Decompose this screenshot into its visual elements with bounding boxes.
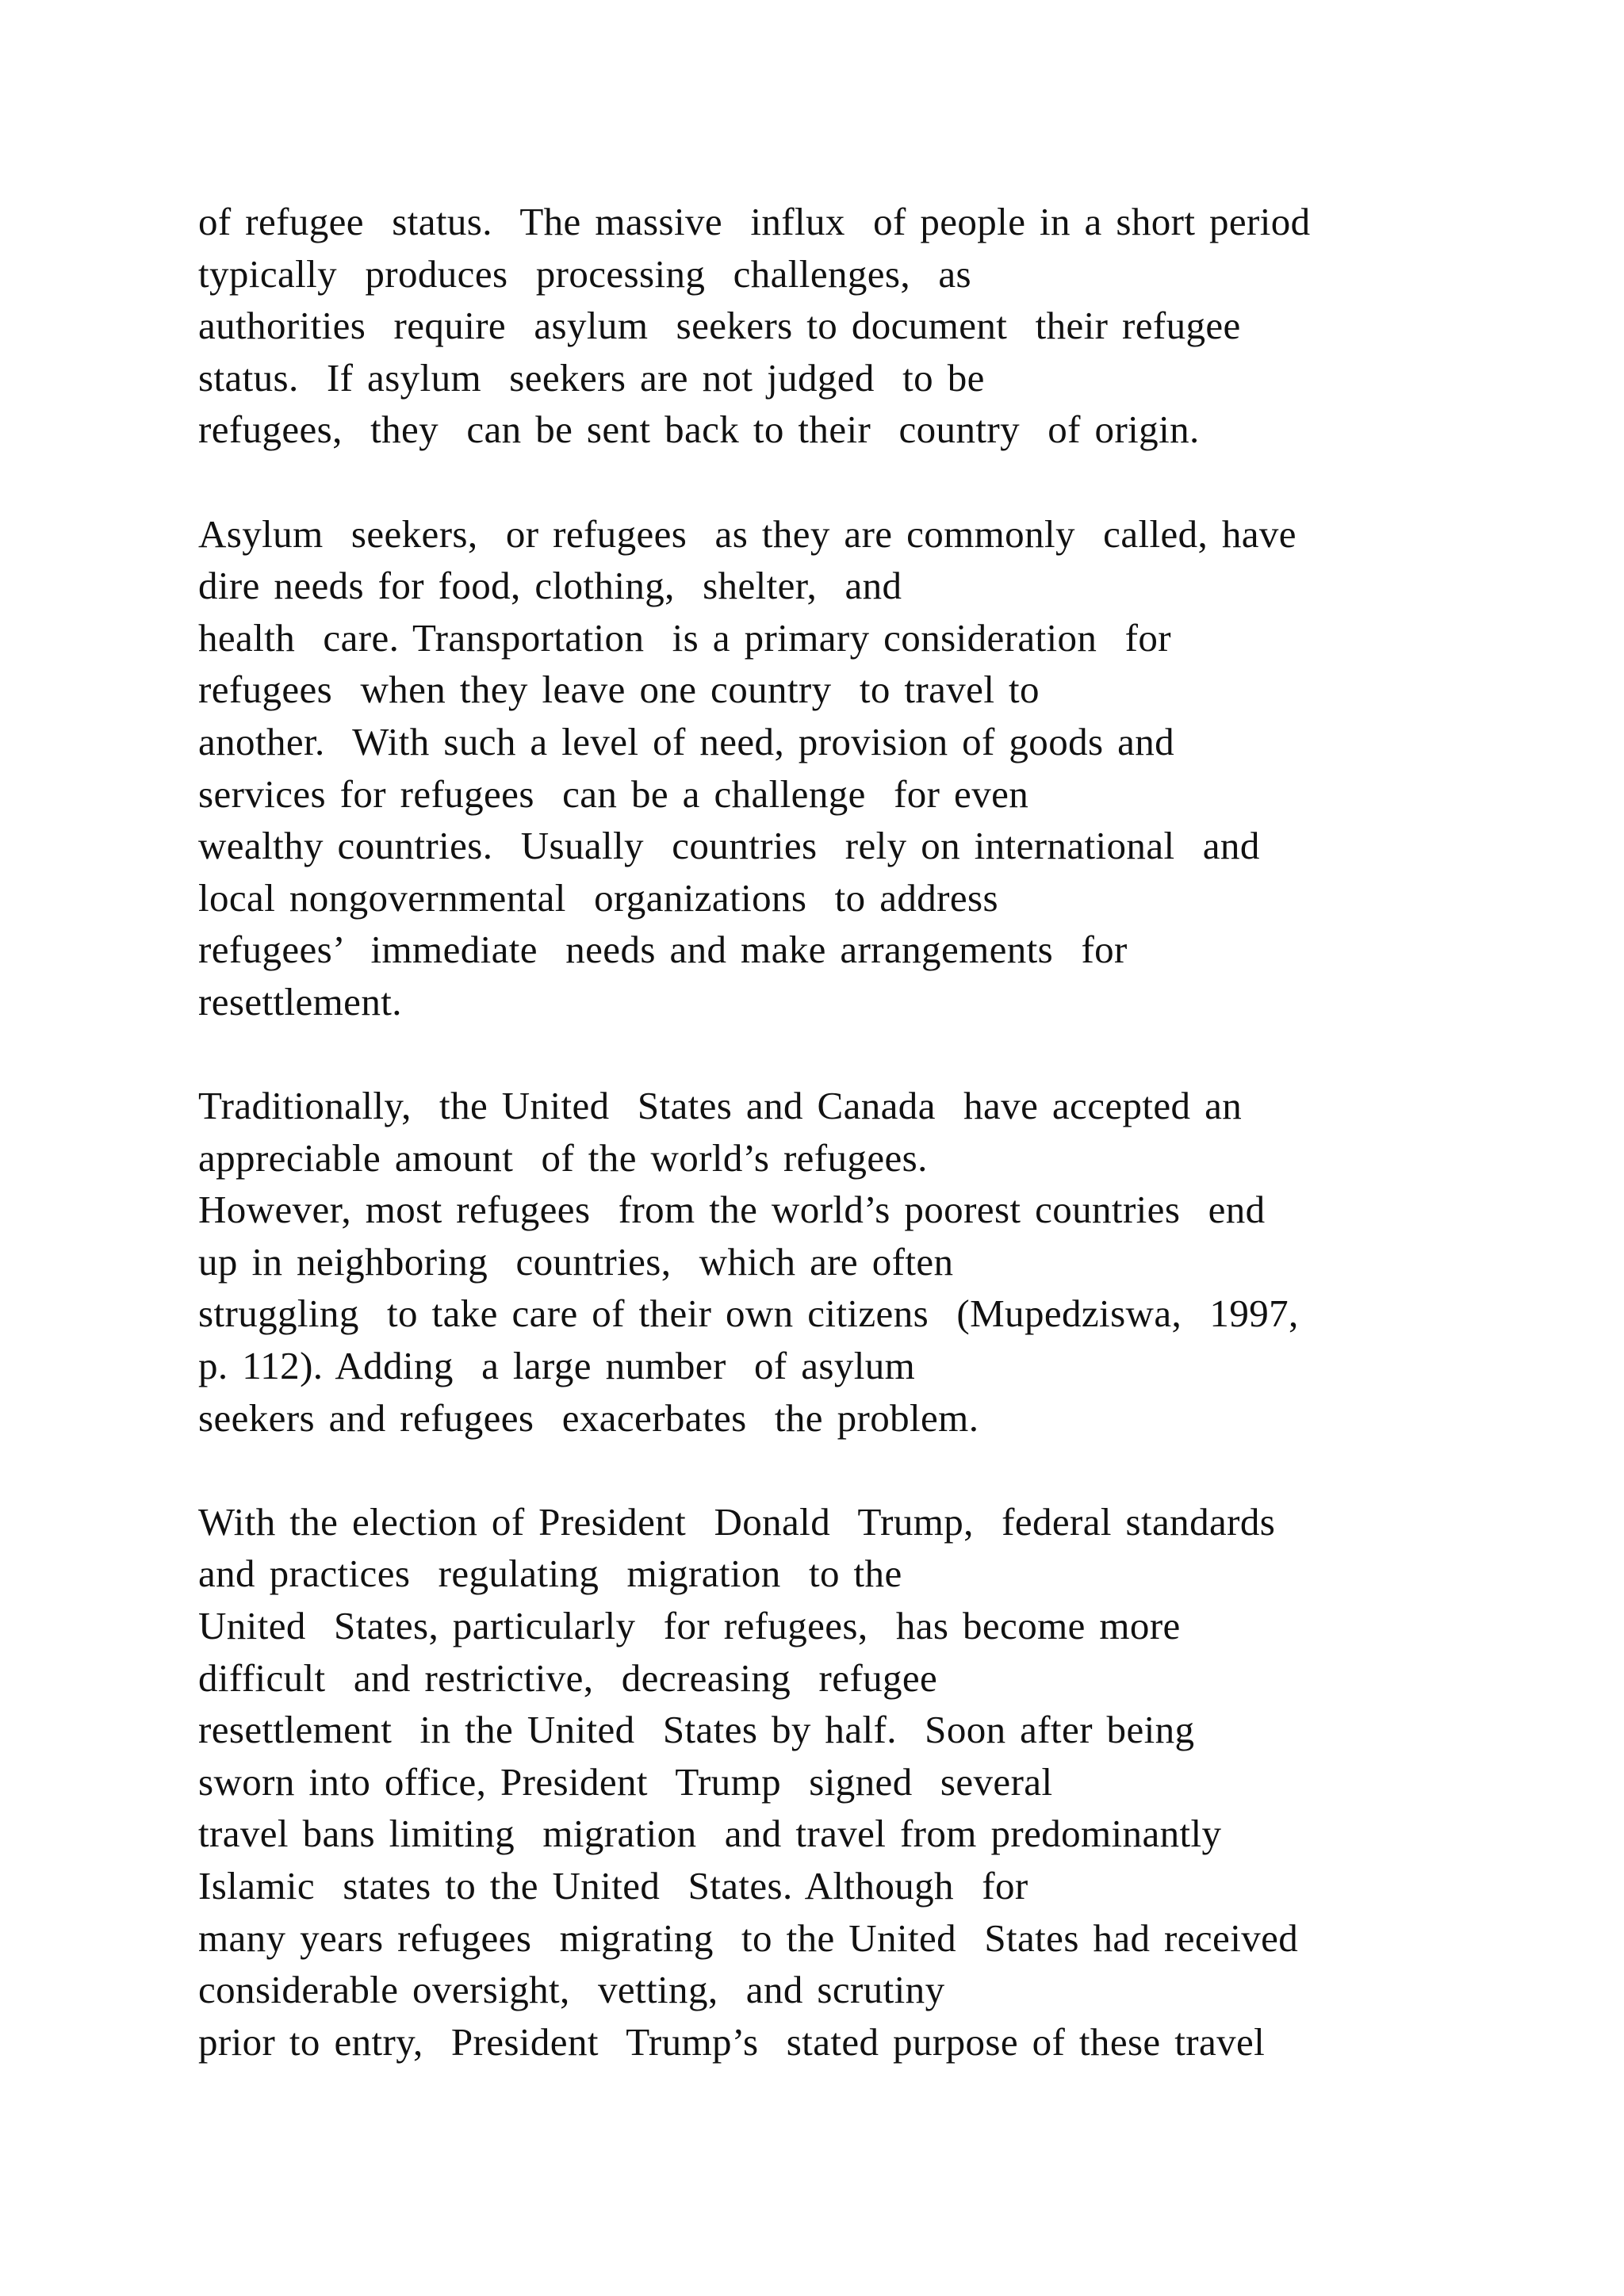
paragraph-4 bbox=[198, 1496, 1546, 2068]
text-line: resettlement in the United States by half. Soon after being bbox=[198, 1708, 1195, 1752]
text-line: sworn into office, President Trump signed several bbox=[198, 1759, 1053, 1804]
text-line: refugees’ immediate needs and make arrangements for bbox=[198, 928, 1128, 972]
text-line: up in neighboring countries, which are often bbox=[198, 1239, 954, 1284]
paragraph-3 bbox=[198, 1080, 1546, 1444]
text-line: Traditionally, the United States and Canada have accepted an bbox=[198, 1084, 1243, 1128]
text-line: status. If asylum seekers are not judged to be bbox=[198, 355, 985, 400]
text-line: many years refugees migrating to the United States had received bbox=[198, 1915, 1299, 1960]
text-line: seekers and refugees exacerbates the problem. bbox=[198, 1395, 979, 1440]
paragraph-1 bbox=[198, 196, 1546, 456]
text-line: travel bans limiting migration and travel from predominantly bbox=[198, 1812, 1222, 1856]
text-line: United States, particularly for refugees, has become more bbox=[198, 1604, 1181, 1648]
text-line: refugees, they can be sent back to their country of origin. bbox=[198, 408, 1200, 452]
text-line: Islamic states to the United States. Although for bbox=[198, 1864, 1028, 1908]
text-line: prior to entry, President Trump’s stated purpose of these travel bbox=[198, 2019, 1266, 2064]
paragraph-2 bbox=[198, 508, 1546, 1028]
text-line: another. With such a level of need, provision of goods and bbox=[198, 719, 1175, 763]
text-line: services for refugees can be a challenge for even bbox=[198, 771, 1029, 816]
text-line: resettlement. bbox=[198, 979, 402, 1024]
document-body bbox=[198, 196, 1546, 2068]
text-line: authorities require asylum seekers to document their refugee bbox=[198, 304, 1241, 348]
text-line: p. 112). Adding a large number of asylum bbox=[198, 1344, 916, 1388]
text-line: dire needs for food, clothing, shelter, and bbox=[198, 564, 902, 608]
text-line: refugees when they leave one country to travel to bbox=[198, 668, 1040, 712]
text-line: difficult and restrictive, decreasing refugee bbox=[198, 1655, 938, 1700]
text-line: wealthy countries. Usually countries rely on international and bbox=[198, 824, 1260, 868]
text-line: However, most refugees from the world’s poorest countries end bbox=[198, 1188, 1266, 1232]
paragraph-gap bbox=[198, 456, 1546, 508]
text-line: and practices regulating migration to the bbox=[198, 1552, 902, 1596]
paragraph-gap bbox=[198, 1444, 1546, 1496]
text-line: appreciable amount of the world’s refugees. bbox=[198, 1135, 928, 1180]
text-line: With the election of President Donald Trump, federal standards bbox=[198, 1499, 1276, 1544]
text-line: typically produces processing challenges, as bbox=[198, 251, 971, 296]
text-line: considerable oversight, vetting, and scrutiny bbox=[198, 1968, 945, 2012]
text-line: local nongovernmental organizations to address bbox=[198, 875, 998, 920]
text-line: of refugee status. The massive influx of people in a short period bbox=[198, 200, 1311, 243]
text-line: struggling to take care of their own citizens (Mupedziswa, 1997, bbox=[198, 1292, 1299, 1336]
text-line: health care. Transportation is a primary consideration for bbox=[198, 615, 1171, 660]
text-line: Asylum seekers, or refugees as they are commonly called, have bbox=[198, 511, 1297, 556]
paragraph-gap bbox=[198, 1028, 1546, 1081]
